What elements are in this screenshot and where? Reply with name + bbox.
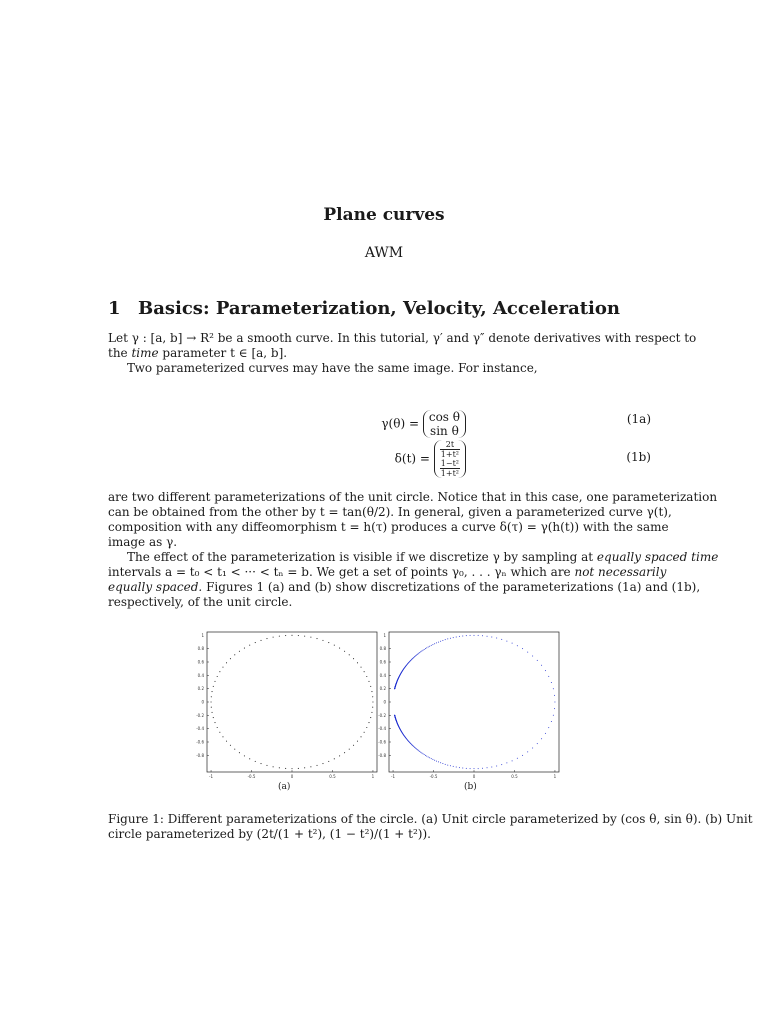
- plot-a-point: [211, 696, 212, 697]
- plot-b-point: [554, 695, 555, 696]
- plot-b-point: [522, 755, 523, 756]
- plot-b-point: [431, 758, 432, 759]
- plot-b-point: [545, 670, 546, 671]
- plot-a-point: [230, 745, 231, 746]
- subfigure-label-a: (a): [278, 782, 291, 792]
- plot-b-point: [442, 640, 443, 641]
- paper-author: AWM: [364, 245, 404, 261]
- plot-b-ytick-label: 0.8: [379, 646, 386, 652]
- plot-b-point: [417, 653, 418, 654]
- plot-a-point: [213, 717, 214, 718]
- plot-a-point: [310, 766, 311, 767]
- plot-b-point: [419, 652, 420, 653]
- plot-b-point: [416, 749, 417, 750]
- plot-a-point: [260, 640, 261, 641]
- plot-b-ytick-label: 0.2: [379, 686, 386, 692]
- plot-b-point: [442, 763, 443, 764]
- plot-b-point: [424, 754, 425, 755]
- plot-a-point: [368, 681, 369, 682]
- body-emphasis-not-necessarily: not necessarily: [574, 565, 667, 579]
- plot-b-point: [415, 656, 416, 657]
- plot-b-point: [431, 645, 432, 646]
- plot-b-point: [527, 652, 528, 653]
- plot-b: [378, 632, 559, 779]
- intro-line-2-end: parameter t ∈ [a, b].: [158, 346, 288, 360]
- plot-a-point: [273, 766, 274, 767]
- plot-a-point: [214, 722, 215, 723]
- equation-1b-top-denominator: 1+t²: [440, 450, 459, 459]
- plot-a-point: [368, 722, 369, 723]
- body-line-2: can be obtained from the other by t = tan(θ/2). In general, given a parameterized curve γ(t),: [108, 505, 672, 519]
- plot-b-point: [462, 635, 463, 636]
- plot-a-point: [234, 654, 235, 655]
- plot-b-point: [440, 762, 441, 763]
- plot-b-point: [532, 747, 533, 748]
- body-line-8: respectively, of the unit circle.: [108, 595, 293, 609]
- plot-a-point: [357, 741, 358, 742]
- plot-b-point: [428, 647, 429, 648]
- plot-b-point: [432, 759, 433, 760]
- plot-b-point: [466, 768, 467, 769]
- plot-b-point: [438, 761, 439, 762]
- plot-a-point: [214, 681, 215, 682]
- plot-a-point: [370, 717, 371, 718]
- plot-b-point: [501, 764, 502, 765]
- body-emphasis-equally-spaced-time: equally spaced time: [596, 550, 719, 564]
- body-line-7-end: Figures 1 (a) and (b) show discretizations of the parameterizations (1a) and (1b),: [202, 580, 701, 594]
- plot-b-ytick-label: 0.4: [379, 672, 386, 678]
- intro-line-2-start: the: [108, 346, 132, 360]
- plot-b-point: [436, 761, 437, 762]
- plot-b-point: [428, 756, 429, 757]
- plot-a-point: [211, 707, 212, 708]
- plot-b-point: [420, 752, 421, 753]
- plot-b-point: [459, 636, 460, 637]
- plot-b-point: [462, 768, 463, 769]
- plot-a-point: [372, 707, 373, 708]
- plot-a-point: [249, 758, 250, 759]
- plot-a-point: [370, 686, 371, 687]
- plot-a-ytick-label: 1: [201, 632, 204, 638]
- plot-a-point: [316, 765, 317, 766]
- plot-b-point: [474, 635, 475, 636]
- plot-b-point: [421, 752, 422, 753]
- intro-paragraph: [108, 331, 697, 376]
- plot-a-ytick-label: 0.4: [197, 672, 204, 678]
- plot-b-point: [551, 682, 552, 683]
- plot-a-point: [322, 640, 323, 641]
- plot-b-point: [416, 748, 417, 749]
- plot-b-point: [512, 643, 513, 644]
- plot-b-xtick-label: -0.5: [429, 774, 438, 779]
- plot-b-point: [541, 665, 542, 666]
- plot-b-point: [496, 766, 497, 767]
- plot-b-point: [482, 635, 483, 636]
- plot-b-point: [420, 651, 421, 652]
- plot-b-point: [532, 656, 533, 657]
- plot-b-point: [422, 650, 423, 651]
- plot-a-xtick-label: 0.5: [329, 774, 336, 779]
- plot-a-point: [239, 752, 240, 753]
- plot-a-point: [217, 676, 218, 677]
- plot-a-point: [226, 662, 227, 663]
- figure-caption: [108, 812, 753, 842]
- equation-1b-bottom-numerator: 1−t²: [440, 459, 459, 468]
- plot-b-point: [522, 648, 523, 649]
- plot-b-point: [426, 647, 427, 648]
- plot-b-point: [447, 638, 448, 639]
- plot-a-point: [344, 651, 345, 652]
- plot-b-point: [501, 639, 502, 640]
- plot-a-point: [285, 635, 286, 636]
- plot-b-point: [470, 635, 471, 636]
- plot-b-point: [415, 747, 416, 748]
- equation-1a-matrix: [423, 410, 466, 438]
- plot-b-ytick-label: 0: [383, 699, 386, 705]
- plot-b-point: [440, 641, 441, 642]
- plot-b-point: [466, 635, 467, 636]
- plot-a-point: [222, 667, 223, 668]
- equation-1a-lhs: γ(θ) =: [381, 416, 420, 431]
- plot-b-point: [424, 649, 425, 650]
- plot-a-point: [217, 727, 218, 728]
- plot-a-point: [366, 727, 367, 728]
- plot-a-point: [211, 691, 212, 692]
- plot-a-point: [310, 637, 311, 638]
- plot-b-point: [414, 747, 415, 748]
- plot-a-point: [339, 755, 340, 756]
- plot-a-point: [219, 732, 220, 733]
- equation-1b-matrix: [434, 440, 466, 478]
- plot-b-point: [478, 768, 479, 769]
- body-line-1: are two different parameterizations of the unit circle. Notice that in this case, one parameterization: [108, 490, 718, 504]
- plot-a-point: [360, 736, 361, 737]
- body-line-5-start: The effect of the parameterization is visible if we discretize γ by sampling at: [127, 550, 597, 564]
- plot-b-point: [545, 733, 546, 734]
- plot-a-point: [372, 701, 373, 702]
- plot-b-frame: [389, 632, 559, 772]
- equation-1b-top-fraction: [440, 440, 460, 459]
- plot-a-point: [360, 667, 361, 668]
- plot-b-point: [445, 764, 446, 765]
- plot-b-ytick-label: -0.2: [378, 712, 386, 718]
- plot-b-point: [419, 751, 420, 752]
- intro-line-1: Let γ : [a, b] → R² be a smooth curve. In this tutorial, γ′ and γ″ denote derivatives with respect to: [108, 331, 697, 345]
- plot-b-point: [429, 757, 430, 758]
- plot-a-point: [273, 637, 274, 638]
- plot-a-point: [349, 654, 350, 655]
- plot-b-point: [512, 760, 513, 761]
- plot-b-ytick-label: 0.6: [379, 659, 386, 665]
- caption-line-2: circle parameterized by (2t/(1 + t²), (1 − t²)/(1 + t²)).: [108, 827, 431, 841]
- intro-line-3: Two parameterized curves may have the same image. For instance,: [127, 361, 538, 375]
- plot-a-ytick-label: -0.8: [196, 752, 204, 758]
- plot-b-point: [445, 639, 446, 640]
- plot-a-point: [230, 658, 231, 659]
- plot-a-ytick-label: -0.6: [196, 739, 204, 745]
- plot-a-ytick-label: -0.2: [196, 712, 204, 718]
- plot-b-point: [416, 655, 417, 656]
- plot-a-point: [249, 645, 250, 646]
- body-line-3: composition with any diffeomorphism t = h(τ) produces a curve δ(τ) = γ(h(t)) with the same: [108, 520, 669, 534]
- intro-emphasis-time: time: [131, 346, 159, 360]
- caption-line-1: Figure 1: Different parameterizations of the circle. (a) Unit circle parameterized by (cos θ, sin θ). (b) Unit: [108, 812, 753, 826]
- plot-b-point: [416, 654, 417, 655]
- plot-b-point: [456, 636, 457, 637]
- plot-b-point: [432, 644, 433, 645]
- plot-b-point: [421, 651, 422, 652]
- section-heading: [108, 298, 620, 319]
- plot-a-point: [328, 642, 329, 643]
- plot-b-point: [517, 758, 518, 759]
- plot-b-point: [447, 765, 448, 766]
- plot-b-point: [487, 636, 488, 637]
- plot-a-ytick-label: 0: [201, 699, 204, 705]
- plot-b-point: [394, 688, 395, 689]
- plot-a-ytick-label: 0.6: [197, 659, 204, 665]
- equation-1b-bottom-fraction: [440, 459, 460, 478]
- plot-b-point: [478, 635, 479, 636]
- plot-a-frame: [207, 632, 377, 772]
- equation-1a-bottom: sin θ: [430, 424, 459, 438]
- plot-b-point: [506, 641, 507, 642]
- plot-a-point: [322, 763, 323, 764]
- plot-b-point: [506, 762, 507, 763]
- plot-b-ytick-label: -0.4: [378, 726, 386, 732]
- plot-b-xtick-label: 0.5: [511, 774, 518, 779]
- plot-b-point: [548, 676, 549, 677]
- plot-a-point: [239, 651, 240, 652]
- plot-a-point: [364, 732, 365, 733]
- plot-a-point: [298, 635, 299, 636]
- plot-b-point: [453, 766, 454, 767]
- plot-a-point: [298, 768, 299, 769]
- plot-b-point: [456, 767, 457, 768]
- equation-1a-body: [381, 410, 466, 438]
- plot-a-xtick-label: 1: [371, 774, 375, 779]
- plot-a-point: [349, 749, 350, 750]
- plot-b-point: [487, 767, 488, 768]
- plot-a-point: [372, 696, 373, 697]
- plot-a-point: [244, 755, 245, 756]
- plot-a-point: [291, 635, 292, 636]
- plot-b-point: [554, 708, 555, 709]
- plot-b-point: [438, 642, 439, 643]
- plot-b-point: [418, 653, 419, 654]
- plot-a-point: [353, 745, 354, 746]
- plot-a-point: [226, 741, 227, 742]
- plot-b-point: [426, 756, 427, 757]
- figure-1: [195, 628, 561, 803]
- equation-1b-bottom-denominator: 1+t²: [440, 469, 459, 478]
- body-paragraph: [108, 490, 719, 610]
- plot-a-point: [255, 761, 256, 762]
- plot-b-point: [450, 765, 451, 766]
- plot-b-point: [474, 768, 475, 769]
- plot-a-point: [260, 763, 261, 764]
- plot-a-xtick-label: 0: [290, 774, 294, 779]
- equation-1b-tag: (1b): [626, 450, 651, 464]
- plot-a-point: [364, 671, 365, 672]
- plot-b-point: [548, 727, 549, 728]
- plot-a-point: [219, 671, 220, 672]
- plot-b-point: [425, 755, 426, 756]
- plot-b-point: [551, 721, 552, 722]
- plot-b-ytick-label: -0.8: [378, 752, 386, 758]
- section-title: Basics: Parameterization, Velocity, Acceleration: [138, 298, 620, 319]
- plot-b-point: [434, 643, 435, 644]
- plot-a-point: [339, 648, 340, 649]
- plot-b-point: [436, 642, 437, 643]
- plot-a-point: [357, 662, 358, 663]
- plot-a-point: [234, 749, 235, 750]
- plot-a-point: [279, 767, 280, 768]
- body-line-6-start: intervals a = t₀ < t₁ < ··· < tₙ = b. We get a set of points γ₀, . . . γₙ which are: [108, 565, 575, 579]
- plot-a-point: [334, 758, 335, 759]
- plot-b-point: [425, 648, 426, 649]
- equation-1a: [108, 400, 651, 436]
- plot-a-point: [266, 765, 267, 766]
- plot-a-point: [222, 736, 223, 737]
- body-line-7: [108, 580, 701, 595]
- plot-a: [196, 632, 377, 779]
- plot-b-point: [422, 753, 423, 754]
- plot-b-point: [417, 750, 418, 751]
- plot-b-point: [429, 646, 430, 647]
- plot-a-point: [366, 676, 367, 677]
- plot-b-point: [537, 743, 538, 744]
- equation-1b: [108, 436, 651, 480]
- plot-a-xtick-label: -1: [209, 774, 214, 779]
- equation-1b-body: [395, 440, 466, 478]
- plot-a-point: [213, 686, 214, 687]
- body-emphasis-equally-spaced: equally spaced.: [108, 580, 203, 594]
- plot-a-ytick-label: 0.2: [197, 686, 204, 692]
- subfigure-label-b: (b): [464, 782, 477, 792]
- plot-b-point: [517, 645, 518, 646]
- equation-1a-top: cos θ: [428, 410, 460, 424]
- plot-a-point: [353, 658, 354, 659]
- section-number: 1: [108, 298, 121, 319]
- plot-a-point: [371, 712, 372, 713]
- intro-line-2: [108, 346, 651, 361]
- equation-1b-top-numerator: 2t: [440, 440, 460, 450]
- plot-b-ytick-label: 1: [383, 632, 386, 638]
- plot-b-point: [527, 751, 528, 752]
- plot-b-point: [470, 768, 471, 769]
- plot-b-point: [541, 738, 542, 739]
- plot-b-point: [482, 768, 483, 769]
- plot-b-point: [459, 767, 460, 768]
- plot-b-point: [496, 638, 497, 639]
- body-line-5: [108, 550, 719, 565]
- plot-a-point: [304, 636, 305, 637]
- plot-b-point: [491, 636, 492, 637]
- plot-a-point: [344, 752, 345, 753]
- plot-b-point: [491, 767, 492, 768]
- plot-a-ytick-label: 0.8: [197, 646, 204, 652]
- plot-a-point: [304, 767, 305, 768]
- plot-a-ytick-label: -0.4: [196, 726, 204, 732]
- plot-a-point: [316, 638, 317, 639]
- plot-b-point: [418, 750, 419, 751]
- plot-a-point: [371, 691, 372, 692]
- plot-b-point: [537, 660, 538, 661]
- equation-1a-tag: (1a): [626, 412, 651, 426]
- plot-a-point: [255, 642, 256, 643]
- plot-a-xtick-label: -0.5: [247, 774, 256, 779]
- plot-a-point: [328, 761, 329, 762]
- body-line-4: image as γ.: [108, 535, 178, 549]
- plot-b-xtick-label: 1: [553, 774, 557, 779]
- plot-b-ytick-label: -0.6: [378, 739, 386, 745]
- plot-a-point: [211, 712, 212, 713]
- body-line-6: [108, 565, 667, 580]
- plot-b-point: [453, 637, 454, 638]
- plot-a-point: [291, 768, 292, 769]
- plot-b-point: [553, 715, 554, 716]
- equation-1b-lhs: δ(t) =: [394, 451, 430, 466]
- plot-a-point: [334, 645, 335, 646]
- plot-b-xtick-label: 0: [472, 774, 476, 779]
- plot-b-xtick-label: -1: [391, 774, 396, 779]
- plot-b-point: [553, 688, 554, 689]
- plot-a-point: [210, 701, 211, 702]
- paper-title: Plane curves: [323, 205, 445, 225]
- plot-b-point: [450, 638, 451, 639]
- plot-b-point: [554, 702, 555, 703]
- plot-b-point: [434, 760, 435, 761]
- plot-a-point: [244, 648, 245, 649]
- plot-a-point: [266, 638, 267, 639]
- plot-a-point: [285, 768, 286, 769]
- plot-a-point: [279, 636, 280, 637]
